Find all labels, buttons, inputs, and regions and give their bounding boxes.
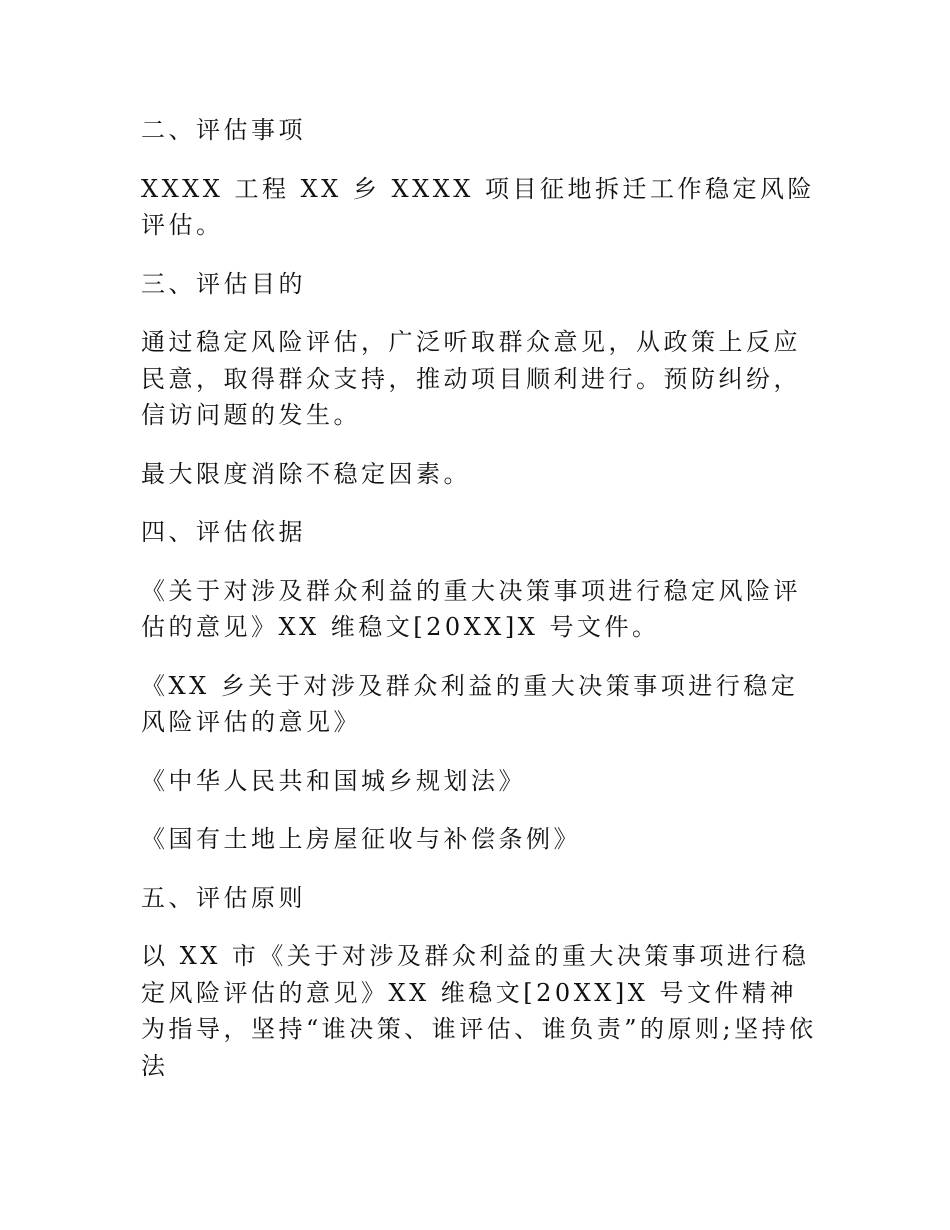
paragraph-basis-opinion: 《关于对涉及群众利益的重大决策事项进行稳定风险评估的意见》XX 维稳文[20XX]X 号文件。 [141, 576, 801, 641]
paragraph-assessment-principles: 以 XX 市《关于对涉及群众利益的重大决策事项进行稳定风险评估的意见》XX 维稳文[20XX]X 号文件精神为指导，坚持“谁决策、谁评估、谁负责”的原则;坚持依法 [141, 942, 817, 1080]
paragraph-assessment-purpose: 通过稳定风险评估，广泛听取群众意见，从政策上反应民意，取得群众支持，推动项目顺利进行。预防纠纷，信访问题的发生。 [141, 328, 801, 429]
document-body [141, 112, 821, 1106]
paragraph-eliminate-instability: 最大限度消除不稳定因素。 [141, 459, 471, 488]
paragraph-basis-expropriation-regulation: 《国有土地上房屋征收与补偿条例》 [141, 825, 581, 853]
paragraph-basis-township-opinion: 《XX 乡关于对涉及群众利益的重大决策事项进行稳定风险评估的意见》 [141, 671, 799, 736]
paragraph-assessment-items: XXXX 工程 XX 乡 XXXX 项目征地拆迁工作稳定风险评估。 [141, 174, 816, 239]
section-heading-assessment-basis: 四、评估依据 [141, 518, 306, 546]
paragraph-basis-planning-law: 《中华人民共和国城乡规划法》 [141, 766, 526, 795]
section-heading-assessment-principles: 五、评估原则 [141, 883, 306, 912]
section-heading-assessment-purpose: 三、评估目的 [141, 269, 306, 298]
section-heading-assessment-items: 二、评估事项 [141, 116, 306, 144]
